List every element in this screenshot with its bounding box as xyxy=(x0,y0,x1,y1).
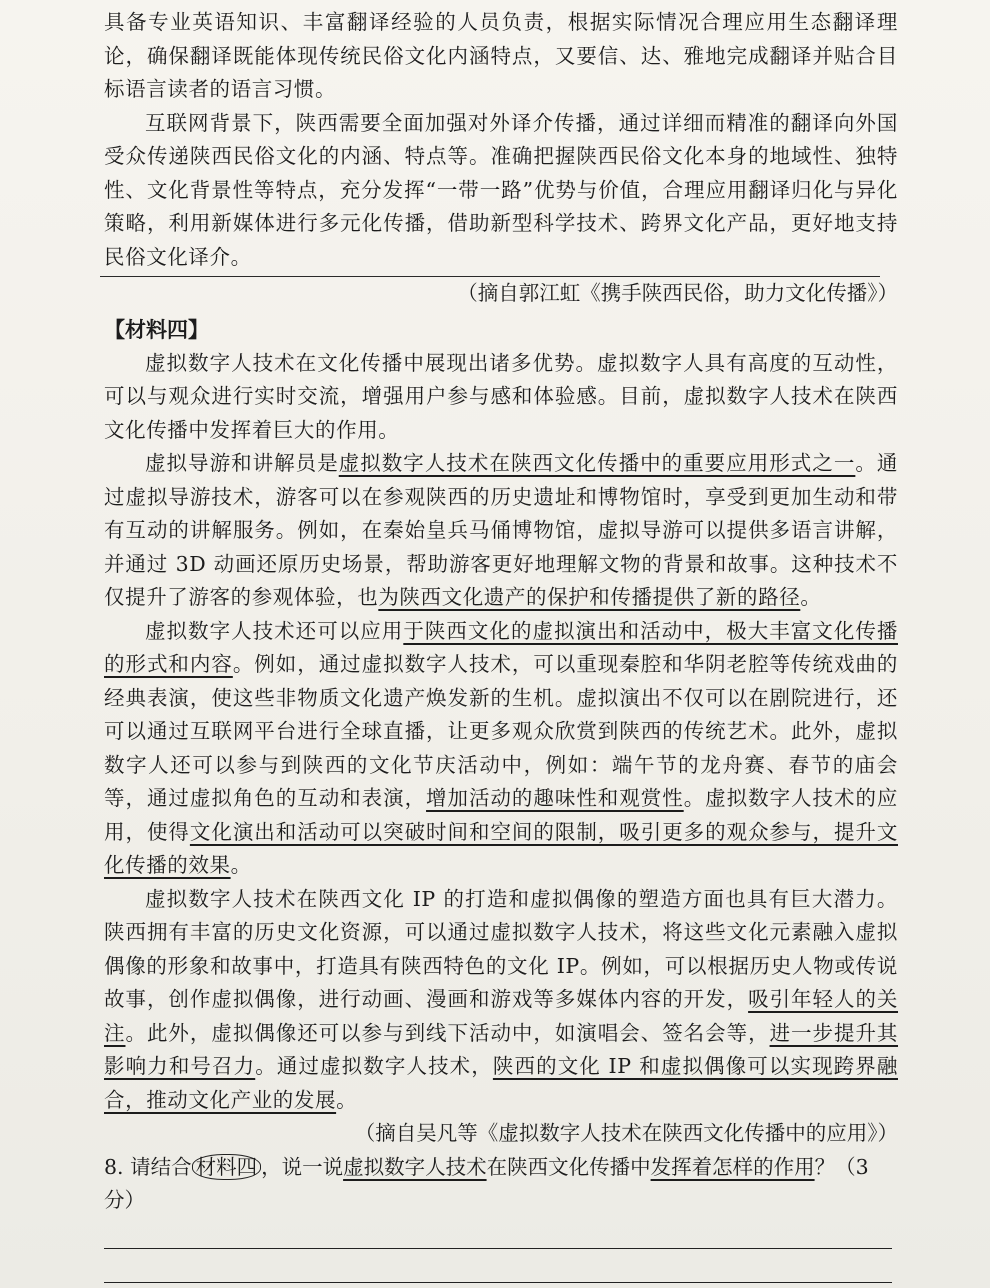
text-segment: 8. 请结合 xyxy=(104,1154,192,1179)
handwritten-underline: 文化演出和活动可以突破时间和空间的限制，吸引更多的观众参与，提升文化传播的效果 xyxy=(104,819,898,877)
text-segment: 虚拟数字人技术还可以应用 xyxy=(145,618,404,643)
text-segment: 虚拟数字人技术在陕西文化 IP 的打造和虚拟偶像的塑造方面也具有巨大潜力。陕西拥有丰富的历史文化资源，可以通过虚拟数字人技术，将这些文化元素融入虚拟偶像的形象和故事中，打造具有陕西特色的文化 IP。例如，可以根据历史人物或传说故事，创作虚拟偶像，进行动画、漫画和游戏等多媒体内容的开发， xyxy=(104,886,898,1011)
paragraph-virtual-guide xyxy=(104,447,898,615)
paragraph-cultural-ip xyxy=(104,883,898,1118)
answer-line[interactable] xyxy=(104,1248,892,1249)
handwritten-underline: 吸引年轻人的关注 xyxy=(104,987,899,1045)
text-segment: 。例如，通过虚拟数字人技术，可以重现秦腔和华阴老腔等传统戏曲的经典表演，使这些非物质文化遗产焕发新的生机。虚拟演出不仅可以在剧院进行，还可以通过互联网平台进行全球直播，让更多观众欣赏到陕西的传统艺术。此外，虚拟数字人还可以参与到陕西的文化节庆活动中，例如：端午节的龙舟赛、春节的庙会等，通过虚拟角色的互动和表演， xyxy=(104,652,898,810)
handwritten-underline: 为陕西文化遗产的保护和传播提供了新的路径 xyxy=(378,585,801,609)
handwritten-underline: 陕西的文化 IP 和虚拟偶像可以实现跨界融合，推动文化产业的发展 xyxy=(104,1054,898,1112)
paragraph-virtual-performance xyxy=(104,615,898,883)
text-segment: 。此外，虚拟偶像还可以参与到线下活动中，如演唱会、签名会等， xyxy=(125,1020,770,1045)
handwritten-underline: 虚拟数字人技术 xyxy=(343,1154,487,1179)
paragraph-internet-background: 互联网背景下，陕西需要全面加强对外译介传播，通过详细而精准的翻译向外国受众传递陕西民俗文化的内涵、特点等。准确把握陕西民俗文化本身的地域性、独特性、文化背景性等特点，充分发挥“一带一路”优势与价值，合理应用翻译归化与异化策略，利用新媒体进行多元化传播，借助新型科学技术、跨界文化产品，更好地支持民俗文化译介。 xyxy=(104,110,898,269)
text-segment: ，说一说 xyxy=(261,1154,344,1179)
source-citation-guo: （摘自郭江虹《携手陕西民俗，助力文化传播》） xyxy=(457,281,898,305)
material-four-heading: 【材料四】 xyxy=(104,316,209,342)
text-segment: 虚拟导游和讲解员是 xyxy=(145,451,339,475)
text-segment: 。 xyxy=(336,1087,358,1112)
source-citation-wu: （摘自吴凡等《虚拟数字人技术在陕西文化传播中的应用》） xyxy=(354,1121,898,1145)
paragraph-translation-staff: 具备专业英语知识、丰富翻译经验的人员负责，根据实际情况合理应用生态翻译理论，确保翻译既能体现传统民俗文化内涵特点，又要信、达、雅地完成翻译并贴合目标语言读者的语言习惯。 xyxy=(104,10,898,101)
question-8 xyxy=(104,1151,898,1218)
text-segment: 在陕西文化传播中 xyxy=(486,1154,651,1179)
text-segment: 。通过虚拟导游技术，游客可以在参观陕西的历史遗址和博物馆时，享受到更加生动和带有互动的讲解服务。例如，在秦始皇兵马俑博物馆，虚拟导游可以提供多语言讲解，并通过 3D 动画还原历史场景，帮助游客更好地理解文物的背景和故事。这种技术不仅提升了游客的参观体验，也 xyxy=(104,451,898,609)
handwritten-underline: 虚拟数字人技术在陕西文化传播中的重要应用形式之一 xyxy=(338,451,856,475)
text-segment: 。 xyxy=(800,585,822,609)
text-segment: 。虚拟数字人技术的应用，使得 xyxy=(104,786,899,844)
text-segment: 。通过虚拟数字人技术， xyxy=(255,1054,493,1078)
handwritten-underline: 于陕西文化的虚拟演出和活动中，极大丰富文化传播的形式和内容 xyxy=(104,618,898,676)
handwritten-circle: 材料四 xyxy=(192,1154,262,1180)
text-segment: ？（3 分） xyxy=(104,1154,869,1212)
handwritten-underline: 进一步提升其影响力和号召力 xyxy=(104,1020,899,1078)
text-segment: 。 xyxy=(230,853,252,877)
answer-line[interactable] xyxy=(104,1282,892,1283)
paragraph-advantages: 虚拟数字人技术在文化传播中展现出诸多优势。虚拟数字人具有高度的互动性，可以与观众进行实时交流，增强用户参与感和体验感。目前，虚拟数字人技术在陕西文化传播中发挥着巨大的作用。 xyxy=(104,350,898,442)
handwritten-underline: 增加活动的趣味性和观赏性 xyxy=(426,786,684,810)
handwritten-underline: 发挥着怎样的作用 xyxy=(650,1154,815,1179)
